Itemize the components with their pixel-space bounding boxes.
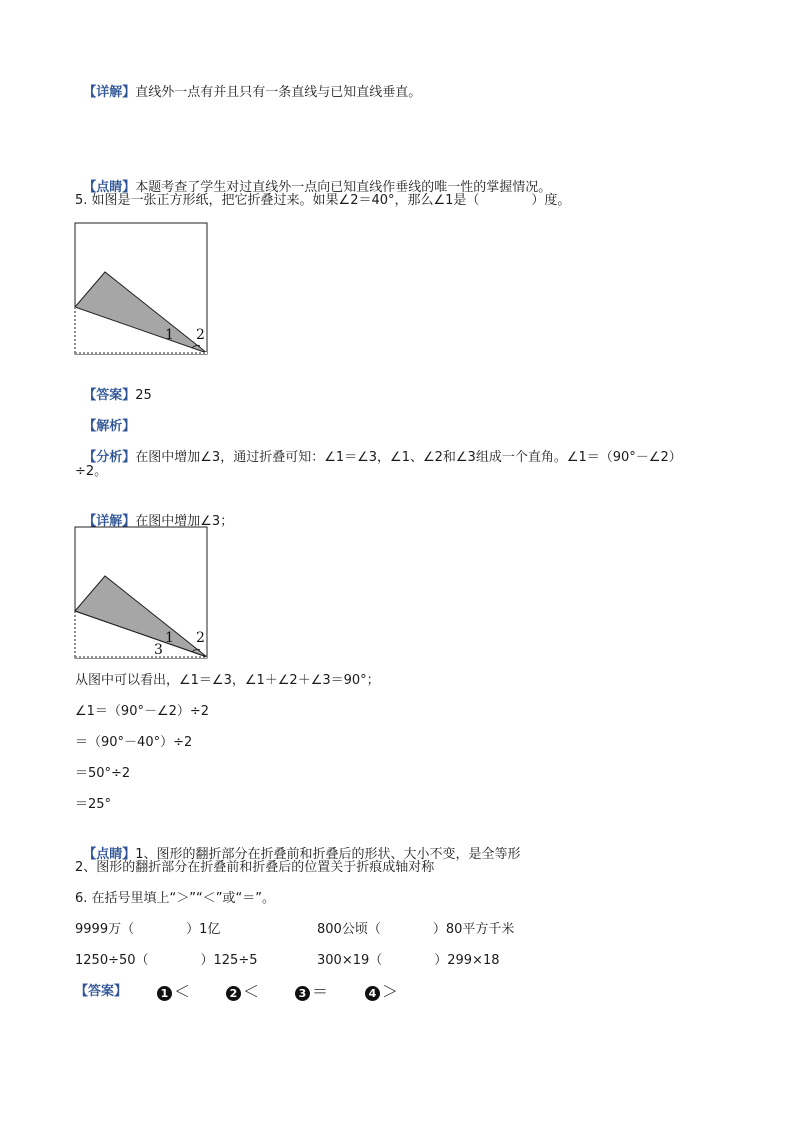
answer-item-1 (157, 983, 190, 1003)
answer-symbol-2: ＜ (243, 982, 260, 1001)
answer-number-4: 4 (365, 986, 380, 1001)
point-2-tag: 【点睛】 (83, 847, 136, 862)
compare-item-3: 1250÷50（ ）125÷5 (75, 953, 258, 968)
analysis-line-2: ÷2。 (75, 464, 108, 479)
answer-symbol-4: ＞ (382, 982, 399, 1001)
answer-symbol-1: ＜ (174, 982, 191, 1001)
answer-item-2 (226, 983, 259, 1003)
question-6-stem: 6. 在括号里填上“＞”“＜”或“＝”。 (75, 891, 275, 906)
angle-1-label: 1 (165, 327, 174, 343)
folded-triangle-2 (75, 576, 207, 657)
answer-item-4 (365, 983, 398, 1003)
detail-line (75, 66, 421, 102)
answer-number-1: 1 (157, 986, 172, 1001)
folded-square-figure-2 (74, 526, 210, 662)
solution-step-1: 从图中可以看出，∠1＝∠3，∠1＋∠2＋∠3＝90°； (75, 673, 380, 688)
answer-value: 25 (135, 388, 152, 403)
answer-item-3 (295, 983, 328, 1003)
question-6-answer (75, 982, 399, 1001)
solution-step-4: ＝50°÷2 (75, 766, 131, 781)
folded-triangle (75, 272, 207, 353)
compare-item-4: 300×19（ ）299×18 (317, 953, 500, 968)
angle-3-label: 3 (154, 642, 163, 658)
angle-2-label: 2 (196, 327, 205, 343)
detail-2-text: 在图中增加∠3； (135, 514, 234, 529)
point-text: 本题考查了学生对过直线外一点向已知直线作垂线的唯一性的掌握情况。 (135, 180, 552, 195)
analysis-text-1: 在图中增加∠3，通过折叠可知：∠1＝∠3，∠1、∠2和∠3组成一个直角。∠1＝（90°－∠2） (135, 450, 682, 465)
answer-tag: 【答案】 (83, 388, 136, 403)
analysis-sub-tag: 【分析】 (83, 450, 136, 465)
analysis-tag: 【解析】 (83, 419, 136, 434)
solution-step-3: ＝（90°－40°）÷2 (75, 735, 193, 750)
answer-symbol-3: ＝ (312, 982, 329, 1001)
detail-tag: 【详解】 (83, 85, 136, 100)
compare-item-1: 9999万（ ）1亿 (75, 922, 221, 937)
point-2-text-1: 1、图形的翻折部分在折叠前和折叠后的形状、大小不变，是全等形 (135, 847, 521, 862)
detail-2-tag: 【详解】 (83, 514, 136, 529)
compare-item-2: 800公顷（ ）80平方千米 (317, 922, 515, 937)
point-2-line-2: 2、图形的翻折部分在折叠前和折叠后的位置关于折痕成轴对称 (75, 860, 435, 875)
solution-step-2: ∠1＝（90°－∠2）÷2 (75, 704, 210, 719)
point-tag: 【点睛】 (83, 180, 136, 195)
answer-number-2: 2 (226, 986, 241, 1001)
angle-2-label-2: 2 (196, 630, 205, 646)
solution-step-5: ＝25° (75, 797, 112, 812)
angle-1-label-2: 1 (165, 630, 174, 646)
detail-text: 直线外一点有并且只有一条直线与已知直线垂直。 (135, 85, 422, 100)
answer-6-tag: 【答案】 (75, 984, 128, 999)
analysis-line-1 (75, 431, 682, 467)
answer-number-3: 3 (295, 986, 310, 1001)
folded-square-figure (74, 222, 210, 358)
question-5-stem: 5. 如图是一张正方形纸，把它折叠过来。如果∠2＝40°，那么∠1是（ ）度。 (75, 193, 571, 208)
